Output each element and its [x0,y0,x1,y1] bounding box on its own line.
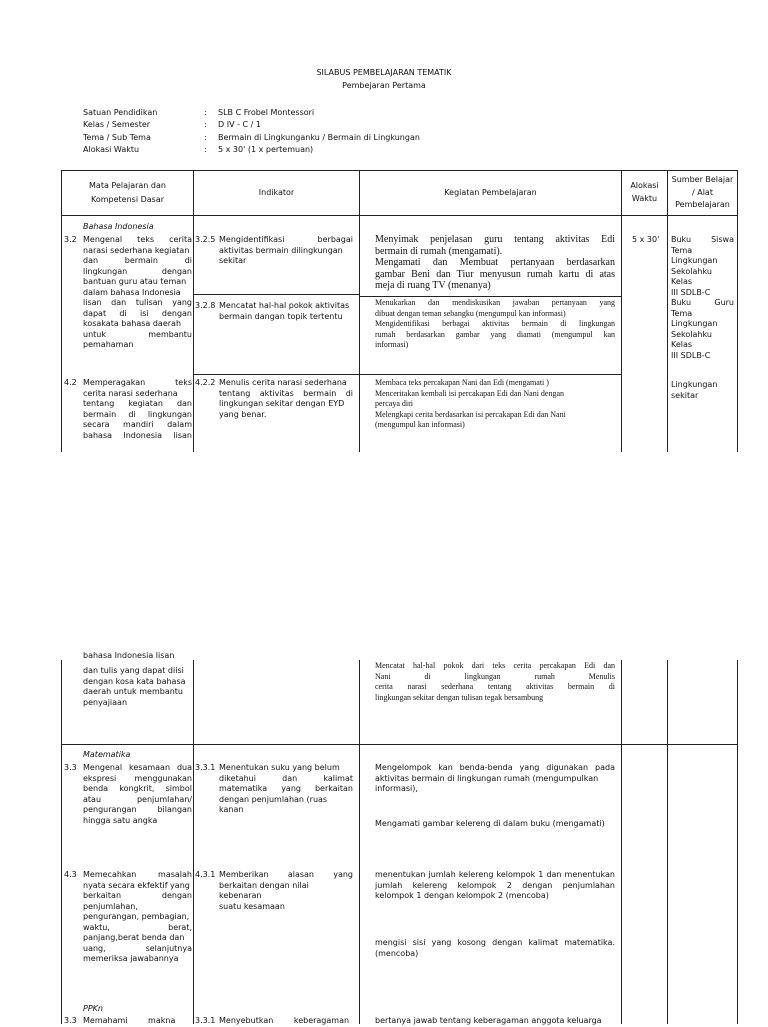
table-border [667,170,668,452]
kd-number: 3.3 [64,1016,77,1025]
kd-line: bahasa Indonesia lisan [83,651,175,660]
subject-label: Bahasa Indonesia [83,222,154,231]
kd-line: narasi sederhana kegiatan [83,245,190,255]
kd-line: panjang,berat benda dan [83,933,185,942]
indikator-line: tentang aktivitas bermain di [219,388,353,398]
indikator-number: 3.3.1 [195,1016,216,1025]
row-divider [359,296,621,297]
info-value: D IV - C / 1 [218,120,261,129]
kd-text: Memahami makna [83,1016,176,1025]
table-border [61,170,62,452]
indikator-text [219,301,353,322]
sumber-text [671,235,734,361]
row-divider [61,744,738,745]
kegiatan-line: Menceritakan kembali isi percakapan Edi dan Nani dengan [375,388,565,398]
kegiatan-text [375,378,615,431]
header-text: Waktu [631,193,658,203]
kd-line: pengurangan bilangan [83,805,192,814]
kegiatan-line: meja di ruang TV (menanya) [375,280,491,291]
table-border [359,660,360,1024]
indikator-number: 4.3.1 [195,870,216,879]
table-border [621,170,622,452]
sumber-line: Buku Guru [671,298,734,307]
kd-line: dengan kosa kata bahasa [83,676,186,686]
kd-line: bermain di lingkungan [83,409,192,419]
indikator-text [219,870,353,912]
kd-line: ekspresi menggunakan [83,773,192,783]
document-subtitle: Pembejaran Pertama [342,81,426,90]
sumber-line: III SDLB-C [671,287,711,297]
kd-text [83,763,192,826]
kegiatan-line: cerita narasi sederhana tentang aktivitas bermain di [375,682,615,692]
table-border [193,170,194,452]
kegiatan-line: bermain di rumah (mengamati). [375,245,503,257]
header-text: Sumber Belajar [671,175,734,184]
sumber-line: III SDLB-C [671,350,711,360]
indikator-line: Menentukan suku yang belum [219,763,340,772]
header-indikator: Indikator [258,188,295,197]
table-border [737,660,738,1024]
indikator-line: lingkungan sekitar dengan EYD [219,399,345,408]
info-colon: : [204,120,207,129]
indikator-text [219,235,353,267]
kd-line: penjumlahan, [83,901,138,911]
indikator-line: dengan penjumlahan (ruas kanan [219,794,328,814]
indikator-number: 4.2.2 [195,378,216,387]
header-text: Mata Pelajaran dan [89,181,166,190]
kd-line: pengurangan, pembagian, [83,912,190,921]
kegiatan-line: jumlah kelereng kelompok 2 dengan penjumlahan [375,880,615,890]
kd-line: hingga satu angka [83,815,158,825]
kegiatan-line: Membaca teks percakapan Nani dan Edi (mengamati ) [375,378,549,387]
kd-line: uang, selanjutnya [83,943,192,953]
row-divider [359,374,621,375]
indikator-line: matematika yang berkaitan [219,784,353,793]
kegiatan-line: (mengumpul kan informasi) [375,420,465,430]
kegiatan-text [375,661,615,703]
info-label: Tema / Sub Tema [83,133,151,142]
kegiatan-text [375,763,615,795]
kd-line: cerita narasi sederhana [83,388,178,398]
kd-line: Memperagakan teks [83,378,192,387]
kd-line: bahasa Indonesia lisan [83,430,192,440]
indikator-text [219,378,353,420]
kd-line: untuk membantu [83,329,192,339]
header-text: / Alat [692,187,713,197]
kd-line: tentang kegiatan dan [83,399,192,408]
kd-number: 4.3 [64,870,77,879]
header-text: Pembelajaran [675,200,730,209]
sumber-line: Lingkungan [671,380,718,389]
header-mapel [62,181,193,205]
kegiatan-line: Mengamati dan Membuat pertanyaan berdasarkan [375,257,615,268]
header-sumber [668,175,737,211]
kegiatan-line: dibuat dengan teman sebangku (mengumpul kan informasi) [375,308,566,318]
kegiatan-text [375,234,615,292]
table-border [621,660,622,1024]
kd-line: lisan dan tulisan yang [83,298,192,307]
sumber-line: Lingkungan [671,319,718,328]
kegiatan-line: gambar Beni dan Tiur menyusun rumah kartu di atas [375,268,615,280]
indikator-text [219,763,353,818]
table-border [667,660,668,1024]
info-value: SLB C Frobel Montessori [218,108,315,117]
header-alokasi [622,181,667,204]
kegiatan-text [375,298,615,351]
kegiatan-line: Nani di lingkungan rumah Menulis [375,671,615,681]
subject-label: PPKn [83,1004,103,1013]
kegiatan-text [375,938,615,959]
indikator-number: 3.2.5 [195,235,216,244]
indikator-line: Memberikan alasan yang [219,870,353,879]
kd-line: dan tulis yang dapat diisi [83,666,184,675]
sumber-text [671,380,734,401]
kegiatan-line: Melengkapi cerita berdasarkan isi percakapan Edi dan Nani [375,409,566,419]
document-title: SILABUS PEMBELAJARAN TEMATIK [316,68,452,77]
table-border [61,660,62,1024]
indikator-line: berkaitan dengan nilai kebenaran [219,880,309,900]
header-text: Alokasi [630,181,659,190]
table-border [193,660,194,1024]
info-value: Bermain di Lingkunganku / Bermain di Lingkungan [218,133,420,142]
kd-line: bantuan guru atau teman [83,277,187,286]
info-colon: : [204,133,207,142]
kegiatan-line: Mengelompok kan benda-benda yang digunakan pada [375,763,615,772]
kegiatan-line: mengisi sisi yang kosong dengan kalimat matematika. [375,938,615,947]
indikator-line: diketahui dan kalimat [219,773,353,783]
kd-number: 3.3 [64,763,77,772]
header-kegiatan: Kegiatan Pembelajaran [444,188,537,197]
kegiatan-line: informasi), [375,784,418,793]
info-value: 5 x 30' (1 x pertemuan) [218,145,314,154]
info-label: Kelas / Semester [83,120,151,129]
kegiatan-line: Mencatat hal-hal pokok dari teks cerita percakapan Edi dan [375,661,615,670]
kegiatan-line: Mengidentifikasi berbagai aktivitas bermain di lingkungan [375,319,615,329]
kegiatan-line: informasi) [375,340,409,350]
table-border [737,170,738,452]
row-divider [193,374,359,375]
kd-line: penyajiaan [83,697,128,707]
kd-line: atau penjumlahan/ [83,794,192,804]
kd-line: dalam bahasa Indonesia [83,287,181,297]
indikator-line: Mencatat hal-hal pokok aktivitas [219,301,350,310]
kegiatan-line: aktivitas bermain di lingkungan rumah (mengumpulkan [375,773,599,783]
indikator-line: Mengidentifikasi berbagai [219,235,353,244]
kd-line: berkaitan dengan [83,891,192,900]
indikator-line: Menulis cerita narasi sederhana [219,378,347,387]
sumber-line: Buku Siswa [671,235,734,244]
kd-line: Mengenal kesamaan dua [83,763,192,772]
indikator-line: sekitar [219,256,247,265]
kegiatan-line: lingkungan sekitar dengan tulisan tegak bersambung [375,692,544,702]
kd-number: 4.2 [64,378,77,387]
kd-line: dapat di isi dengan [83,308,192,318]
sumber-line: Tema [671,308,693,318]
kd-line: waktu, berat, [83,922,192,932]
info-colon: : [204,145,207,154]
kegiatan-line: percaya diri [375,399,413,409]
sumber-line: Sekolahku Kelas [671,329,712,349]
kegiatan-line: rumah berdasarkan gambar yang diamati (mengumpul kan [375,329,615,339]
sumber-line: Lingkungan [671,256,718,265]
info-colon: : [204,108,207,117]
indikator-line: suatu kesamaan [219,901,285,911]
indikator-number: 3.2.8 [195,301,216,310]
kd-line: nyata secara ekfektif yang [83,880,190,890]
kd-line: secara mandiri dalam [83,420,192,429]
kd-text [83,870,192,965]
kd-line-clipped [83,651,192,662]
sumber-line: Tema [671,245,693,255]
kd-text [83,666,192,708]
sumber-line: sekitar [671,390,699,400]
kd-line: kosakata bahasa daerah [83,319,182,328]
kegiatan-line: kelompok 1 dengan kelompok 2 (mencoba) [375,891,549,900]
header-text: Kompetensi Dasar [90,194,165,204]
indikator-line: bermain dangan topik tertentu [219,311,343,321]
table-border [61,215,738,216]
indikator-number: 3.3.1 [195,763,216,772]
kegiatan-line: menentukan jumlah kelereng kelompok 1 dan menentukan [375,870,615,879]
kegiatan-line: (mencoba) [375,948,419,958]
kd-number: 3.2 [64,235,77,244]
kegiatan-text: Mengamati gambar kelereng di dalam buku (mengamati) [375,819,605,828]
kd-line: lingkungan dengan [83,266,192,276]
kegiatan-text: bertanya jawab tentang keberagaman anggota keluarga [375,1016,602,1025]
kegiatan-line: Menyimak penjelasan guru tentang aktivitas Edi [375,234,615,245]
table-border [61,170,738,171]
sumber-line: Sekolahku Kelas [671,266,712,286]
kd-line: Mengenal teks cerita [83,235,192,244]
kegiatan-line: Menukarkan dan mendiskusikan jawaban pertanyaan yang [375,298,615,307]
kd-line: benda kongkrit, simbol [83,784,192,793]
indikator-line: aktivitas bermain dilingkungan [219,245,343,255]
indikator-text: Menyebutkan keberagaman [219,1016,350,1025]
info-label: Satuan Pendidikan [83,108,158,117]
alokasi-value: 5 x 30' [632,235,660,244]
table-border [359,170,360,452]
kd-line: memeriksa jawabannya [83,954,179,963]
kd-text [83,235,192,351]
kd-line: dan bermain di [83,256,192,265]
row-divider [193,294,359,295]
kd-line: Memecahkan masalah [83,870,192,879]
subject-label: Matematika [83,750,131,759]
kd-text [83,378,192,441]
indikator-line: yang benar. [219,409,267,419]
kd-line: daerah untuk membantu [83,687,183,696]
kd-line: pemahaman [83,340,134,349]
info-label: Alokasi Waktu [83,145,140,154]
kegiatan-text [375,870,615,902]
